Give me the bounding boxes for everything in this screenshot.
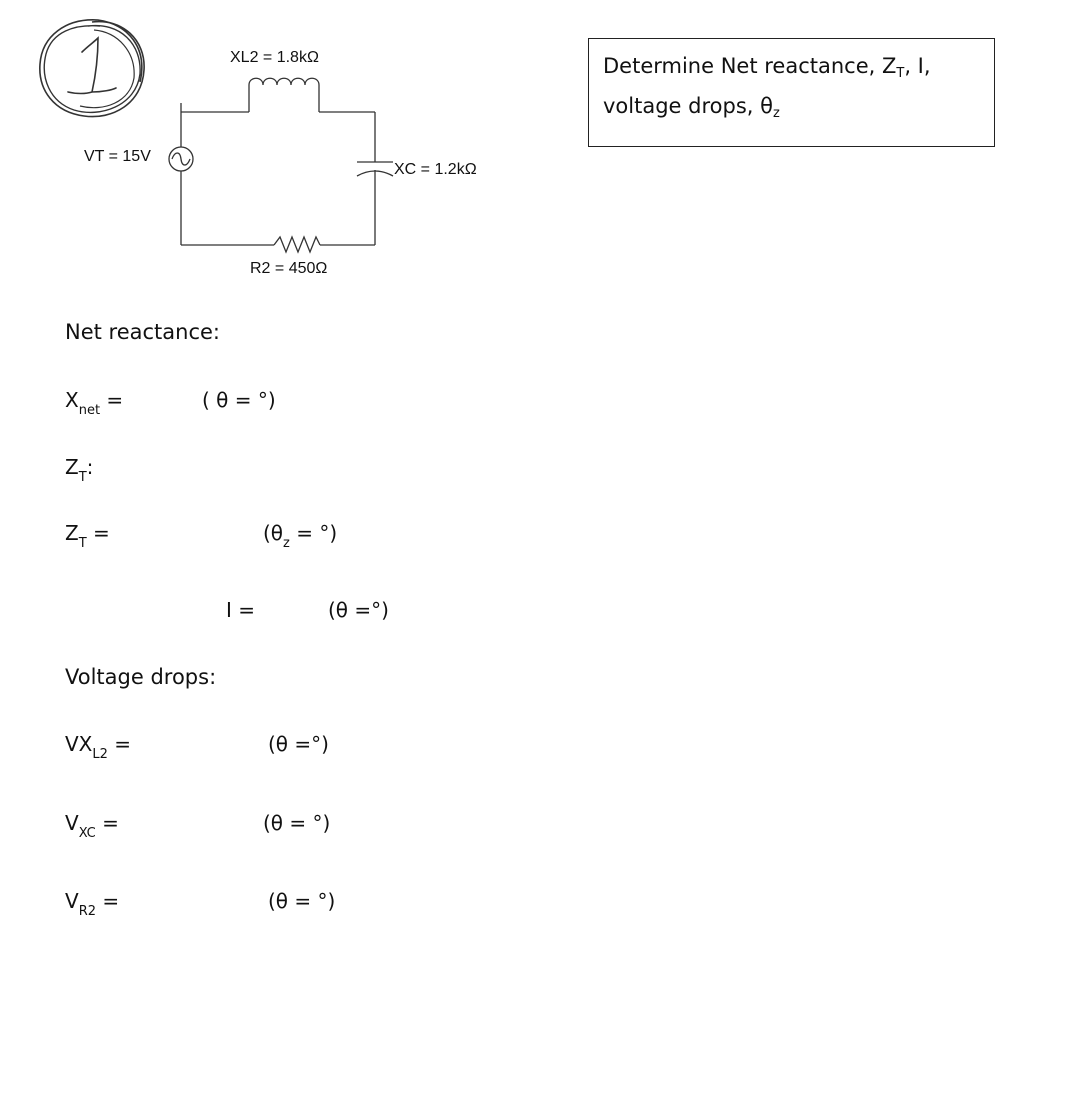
resistor-label: R2 = 450Ω: [250, 260, 328, 277]
task-line-1: Determine Net reactance, ZT, I,: [603, 54, 931, 81]
current-equation: I =: [226, 598, 256, 622]
zt-equation: $Z_T$ =: [65, 521, 110, 551]
zt-angle: ($\theta_z$ = °): [263, 521, 338, 551]
net-reactance-heading: Net reactance:: [65, 320, 220, 344]
vxl2-angle: (θ =°): [268, 732, 329, 756]
vxc-angle: (θ = °): [263, 811, 331, 835]
vxc-equation: $V_{XC}$ =: [65, 811, 119, 841]
current-angle: (θ =°): [328, 598, 389, 622]
vxl2-equation: $VX_{L2}$ =: [65, 732, 132, 762]
resistor-zigzag: [274, 237, 320, 252]
capacitor-label: XC = 1.2kΩ: [394, 161, 477, 178]
ac-source-wave: [172, 153, 190, 165]
inductor-coil: [249, 78, 319, 85]
zt-heading: $Z_T$:: [65, 455, 94, 485]
xnet-angle: ( θ = °): [202, 388, 276, 412]
task-box: [588, 38, 995, 147]
source-label: VT = 15V: [84, 148, 151, 165]
task-line-2: voltage drops, θz: [603, 94, 780, 121]
vr2-angle: (θ = °): [268, 889, 336, 913]
inductor-label: XL2 = 1.8kΩ: [230, 49, 319, 66]
xnet-equation: $X_{net}$ =: [65, 388, 124, 418]
vr2-equation: $V_{R2}$ =: [65, 889, 120, 919]
voltage-drops-heading: Voltage drops:: [65, 665, 217, 689]
